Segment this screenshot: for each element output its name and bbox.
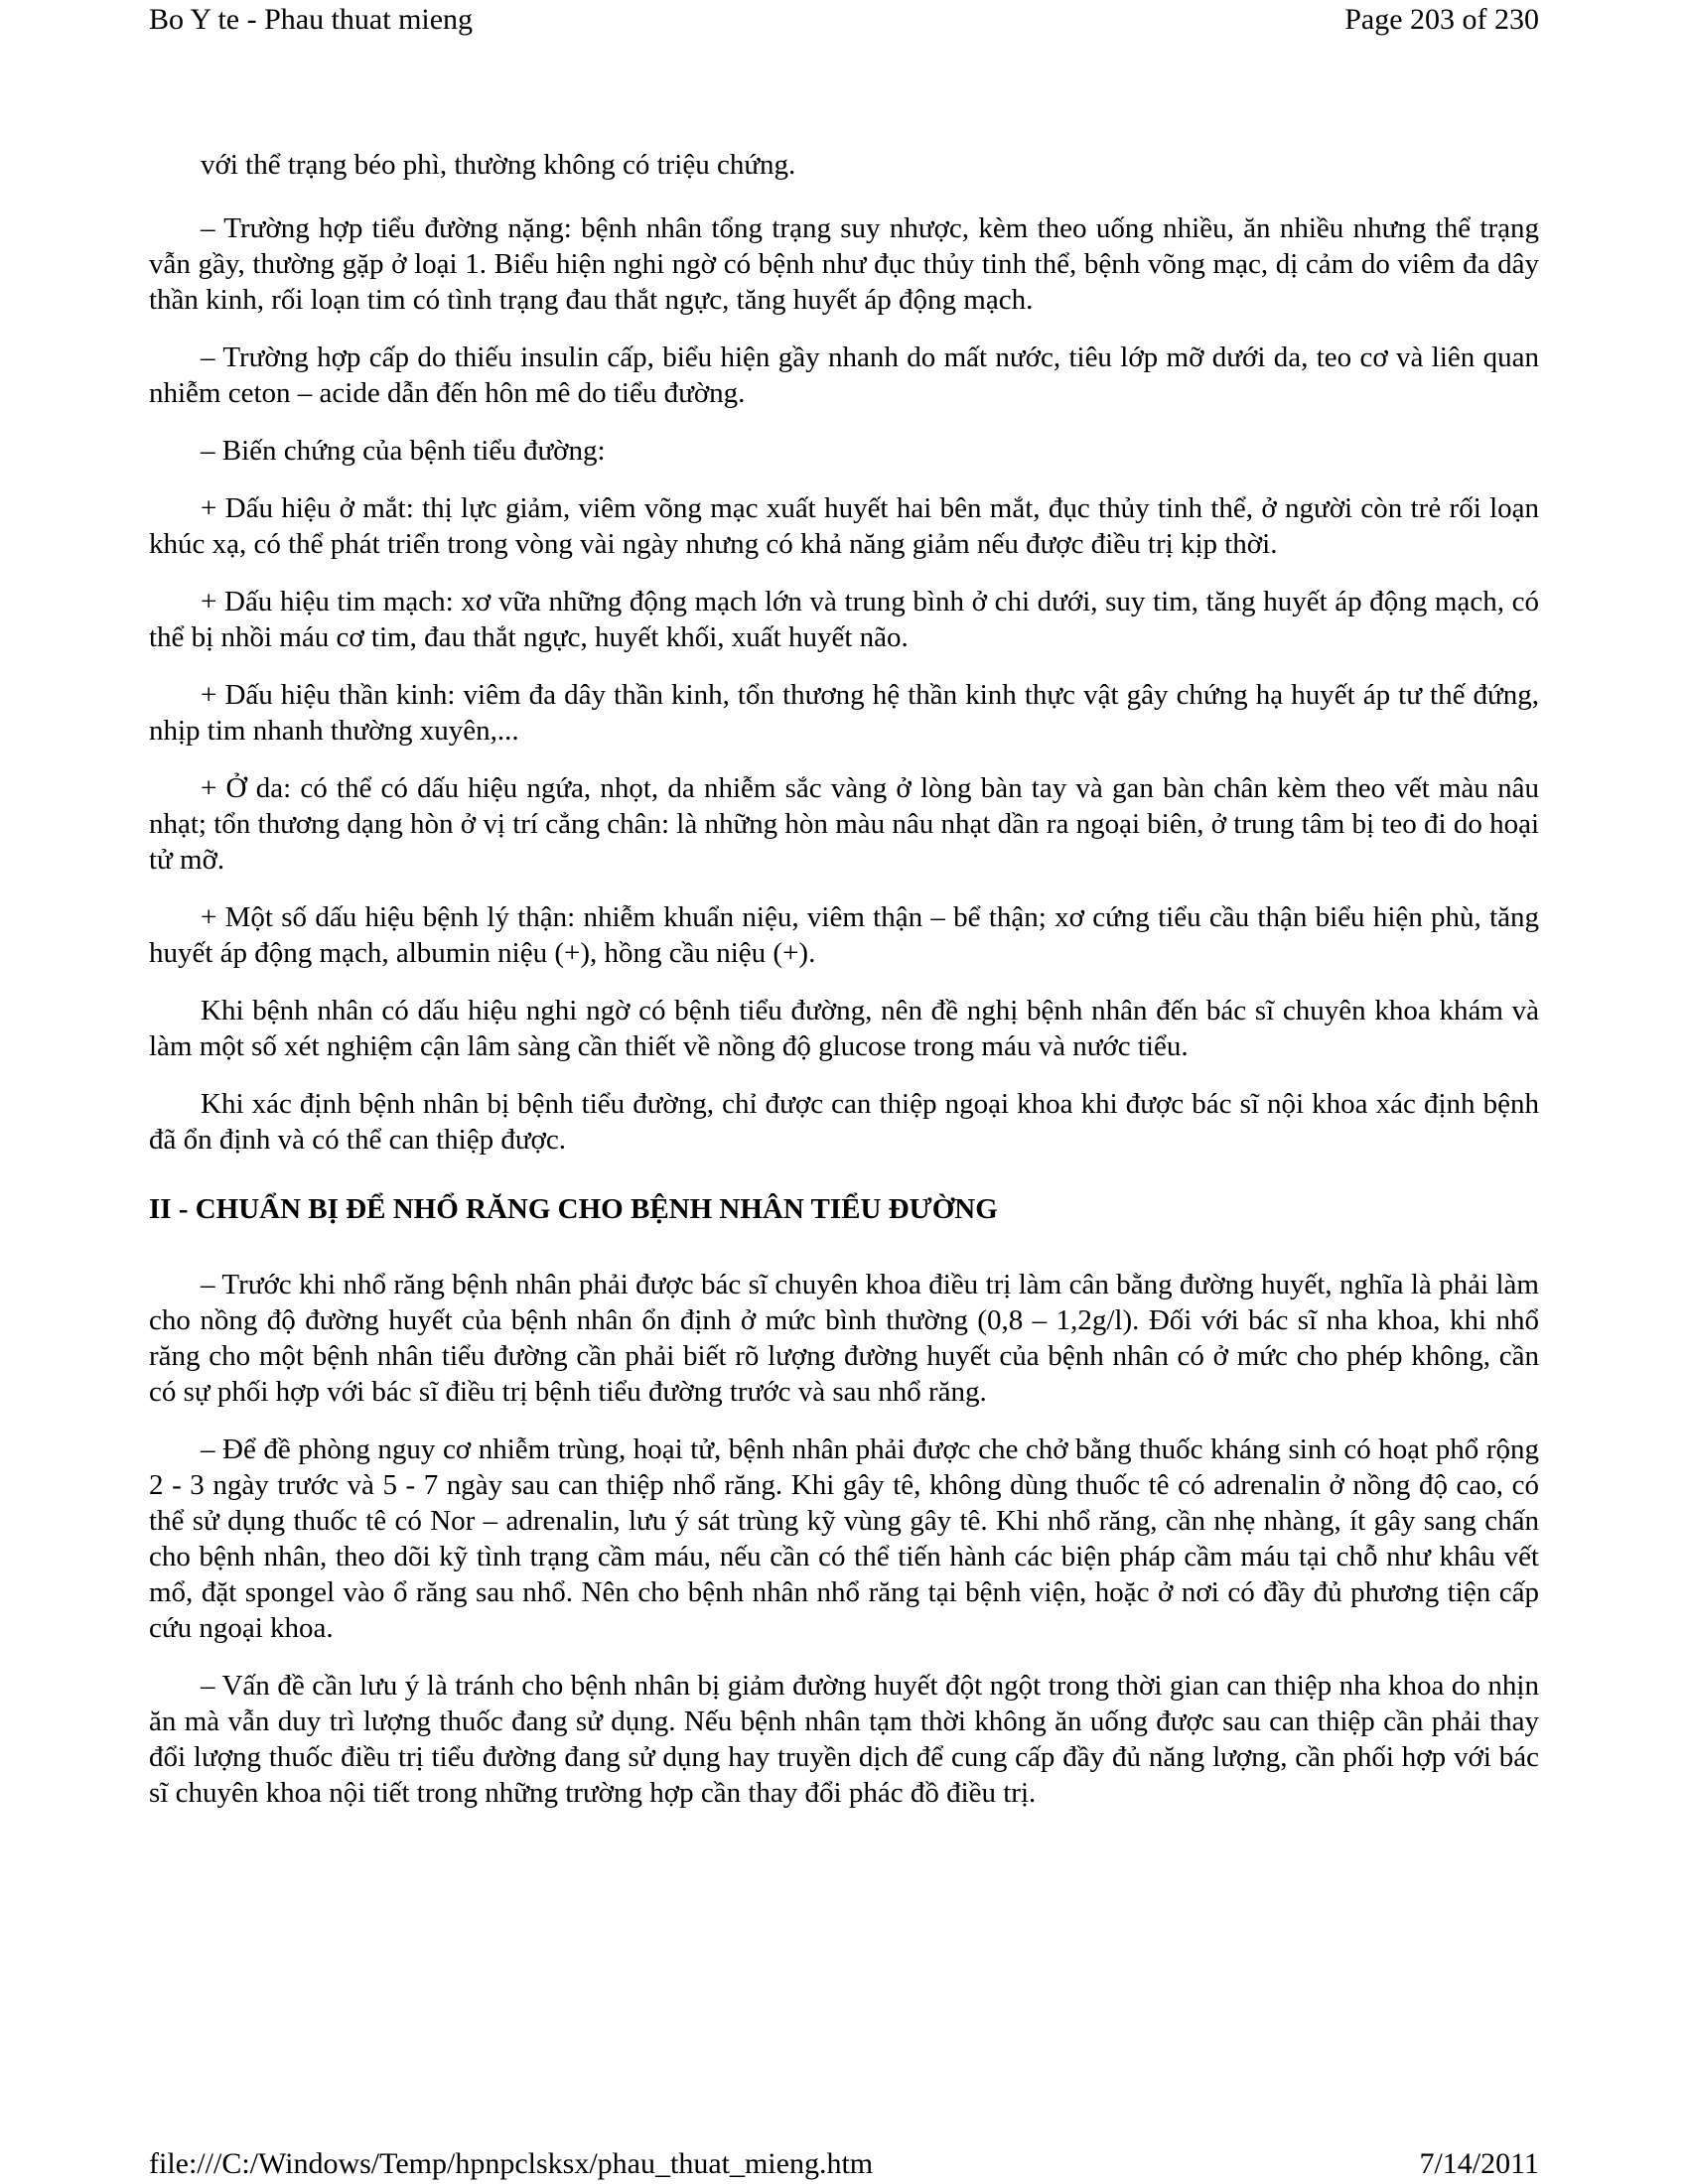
document-body: [149, 147, 1539, 1833]
body-paragraph: – Trường hợp cấp do thiếu insulin cấp, biểu hiện gầy nhanh do mất nước, tiêu lớp mỡ dưới da, teo cơ và liên quan nhiễm ceton – acide dẫn đến hôn mê do tiểu đường.: [149, 341, 1539, 409]
print-date: 7/14/2011: [1419, 2147, 1539, 2180]
section-heading: II - CHUẨN BỊ ĐỂ NHỔ RĂNG CHO BỆNH NHÂN TIỂU ĐƯỜNG: [149, 1193, 998, 1225]
body-paragraph: Khi bệnh nhân có dấu hiệu nghi ngờ có bệnh tiểu đường, nên đề nghị bệnh nhân đến bác sĩ chuyên khoa khám và làm một số xét nghiệm cận lâm sàng cần thiết về nồng độ glucose trong máu và nước tiểu.: [149, 995, 1539, 1062]
section-paragraph: – Trước khi nhổ răng bệnh nhân phải được bác sĩ chuyên khoa điều trị làm cân bằng đường huyết, nghĩa là phải làm cho nồng độ đường huyết của bệnh nhân ổn định ở mức bình thường (0,8 – 1,2g/l). Đối với bác sĩ nha khoa, khi nhổ răng cho một bệnh nhân tiểu đường cần phải biết rõ lượng đường huyết của bệnh nhân có ở mức cho phép không, cần có sự phối hợp với bác sĩ điều trị bệnh tiểu đường trước và sau nhổ răng.: [149, 1269, 1539, 1408]
page-header: [149, 0, 1539, 40]
file-path: file:///C:/Windows/Temp/hpnpclsksx/phau_thuat_mieng.htm: [149, 2147, 874, 2180]
section-paragraph: – Vấn đề cần lưu ý là tránh cho bệnh nhân bị giảm đường huyết đột ngột trong thời gian can thiệp nha khoa do nhịn ăn mà vẫn duy trì lượng thuốc đang sử dụng. Nếu bệnh nhân tạm thời không ăn uống được sau can thiệp cần phải thay đổi lượng thuốc điều trị tiểu đường đang sử dụng hay truyền dịch để cung cấp đầy đủ năng lượng, cần phối hợp với bác sĩ chuyên khoa nội tiết trong những trường hợp cần thay đổi phác đồ điều trị.: [149, 1670, 1539, 1809]
page-indicator: Page 203 of 230: [1344, 3, 1539, 36]
document-title: Bo Y te - Phau thuat mieng: [149, 3, 474, 36]
body-paragraph: + Ở da: có thể có dấu hiệu ngứa, nhọt, da nhiễm sắc vàng ở lòng bàn tay và gan bàn chân kèm theo vết màu nâu nhạt; tổn thương dạng hòn ở vị trí cẳng chân: là những hòn màu nâu nhạt dần ra ngoại biên, ở trung tâm bị teo đi do hoại tử mỡ.: [149, 772, 1539, 876]
body-paragraph: + Dấu hiệu ở mắt: thị lực giảm, viêm võng mạc xuất huyết hai bên mắt, đục thủy tinh thể, ở người còn trẻ rối loạn khúc xạ, có thể phát triển trong vòng vài ngày nhưng có khả năng giảm nếu được điều trị kịp thời.: [149, 492, 1539, 560]
body-paragraph: – Trường hợp tiểu đường nặng: bệnh nhân tổng trạng suy nhược, kèm theo uống nhiều, ăn nhiều nhưng thể trạng vẫn gầy, thường gặp ở loại 1. Biểu hiện nghi ngờ có bệnh như đục thủy tinh thể, bệnh võng mạc, dị cảm do viêm đa dây thần kinh, rối loạn tim có tình trạng đau thắt ngực, tăng huyết áp động mạch.: [149, 212, 1539, 316]
page-footer: [149, 2144, 1539, 2184]
body-paragraph: – Biến chứng của bệnh tiểu đường:: [201, 435, 606, 467]
body-paragraph: + Dấu hiệu tim mạch: xơ vữa những động mạch lớn và trung bình ở chi dưới, suy tim, tăng huyết áp động mạch, có thể bị nhồi máu cơ tim, đau thắt ngực, huyết khối, xuất huyết não.: [149, 586, 1539, 653]
body-paragraph: + Dấu hiệu thần kinh: viêm đa dây thần kinh, tổn thương hệ thần kinh thực vật gây chứng hạ huyết áp tư thế đứng, nhịp tim nhanh thường xuyên,...: [149, 679, 1539, 747]
section-paragraph: – Để đề phòng nguy cơ nhiễm trùng, hoại tử, bệnh nhân phải được che chở bằng thuốc kháng sinh có hoạt phổ rộng 2 - 3 ngày trước và 5 - 7 ngày sau can thiệp nhổ răng. Khi gây tê, không dùng thuốc tê có adrenalin ở nồng độ cao, có thể sử dụng thuốc tê có Nor – adrenalin, lưu ý sát trùng kỹ vùng gây tê. Khi nhổ răng, cần nhẹ nhàng, ít gây sang chấn cho bệnh nhân, theo dõi kỹ tình trạng cầm máu, nếu cần có thể tiến hành các biện pháp cầm máu tại chỗ như khâu vết mổ, đặt spongel vào ổ răng sau nhổ. Nên cho bệnh nhân nhổ răng tại bệnh viện, hoặc ở nơi có đầy đủ phương tiện cấp cứu ngoại khoa.: [149, 1433, 1539, 1644]
body-paragraph: Khi xác định bệnh nhân bị bệnh tiểu đường, chỉ được can thiệp ngoại khoa khi được bác sĩ nội khoa xác định bệnh đã ổn định và có thể can thiệp được.: [149, 1088, 1539, 1156]
body-paragraph: với thể trạng béo phì, thường không có triệu chứng.: [201, 149, 796, 181]
body-paragraph: + Một số dấu hiệu bệnh lý thận: nhiễm khuẩn niệu, viêm thận – bể thận; xơ cứng tiểu cầu thận biểu hiện phù, tăng huyết áp động mạch, albumin niệu (+), hồng cầu niệu (+).: [149, 901, 1539, 969]
